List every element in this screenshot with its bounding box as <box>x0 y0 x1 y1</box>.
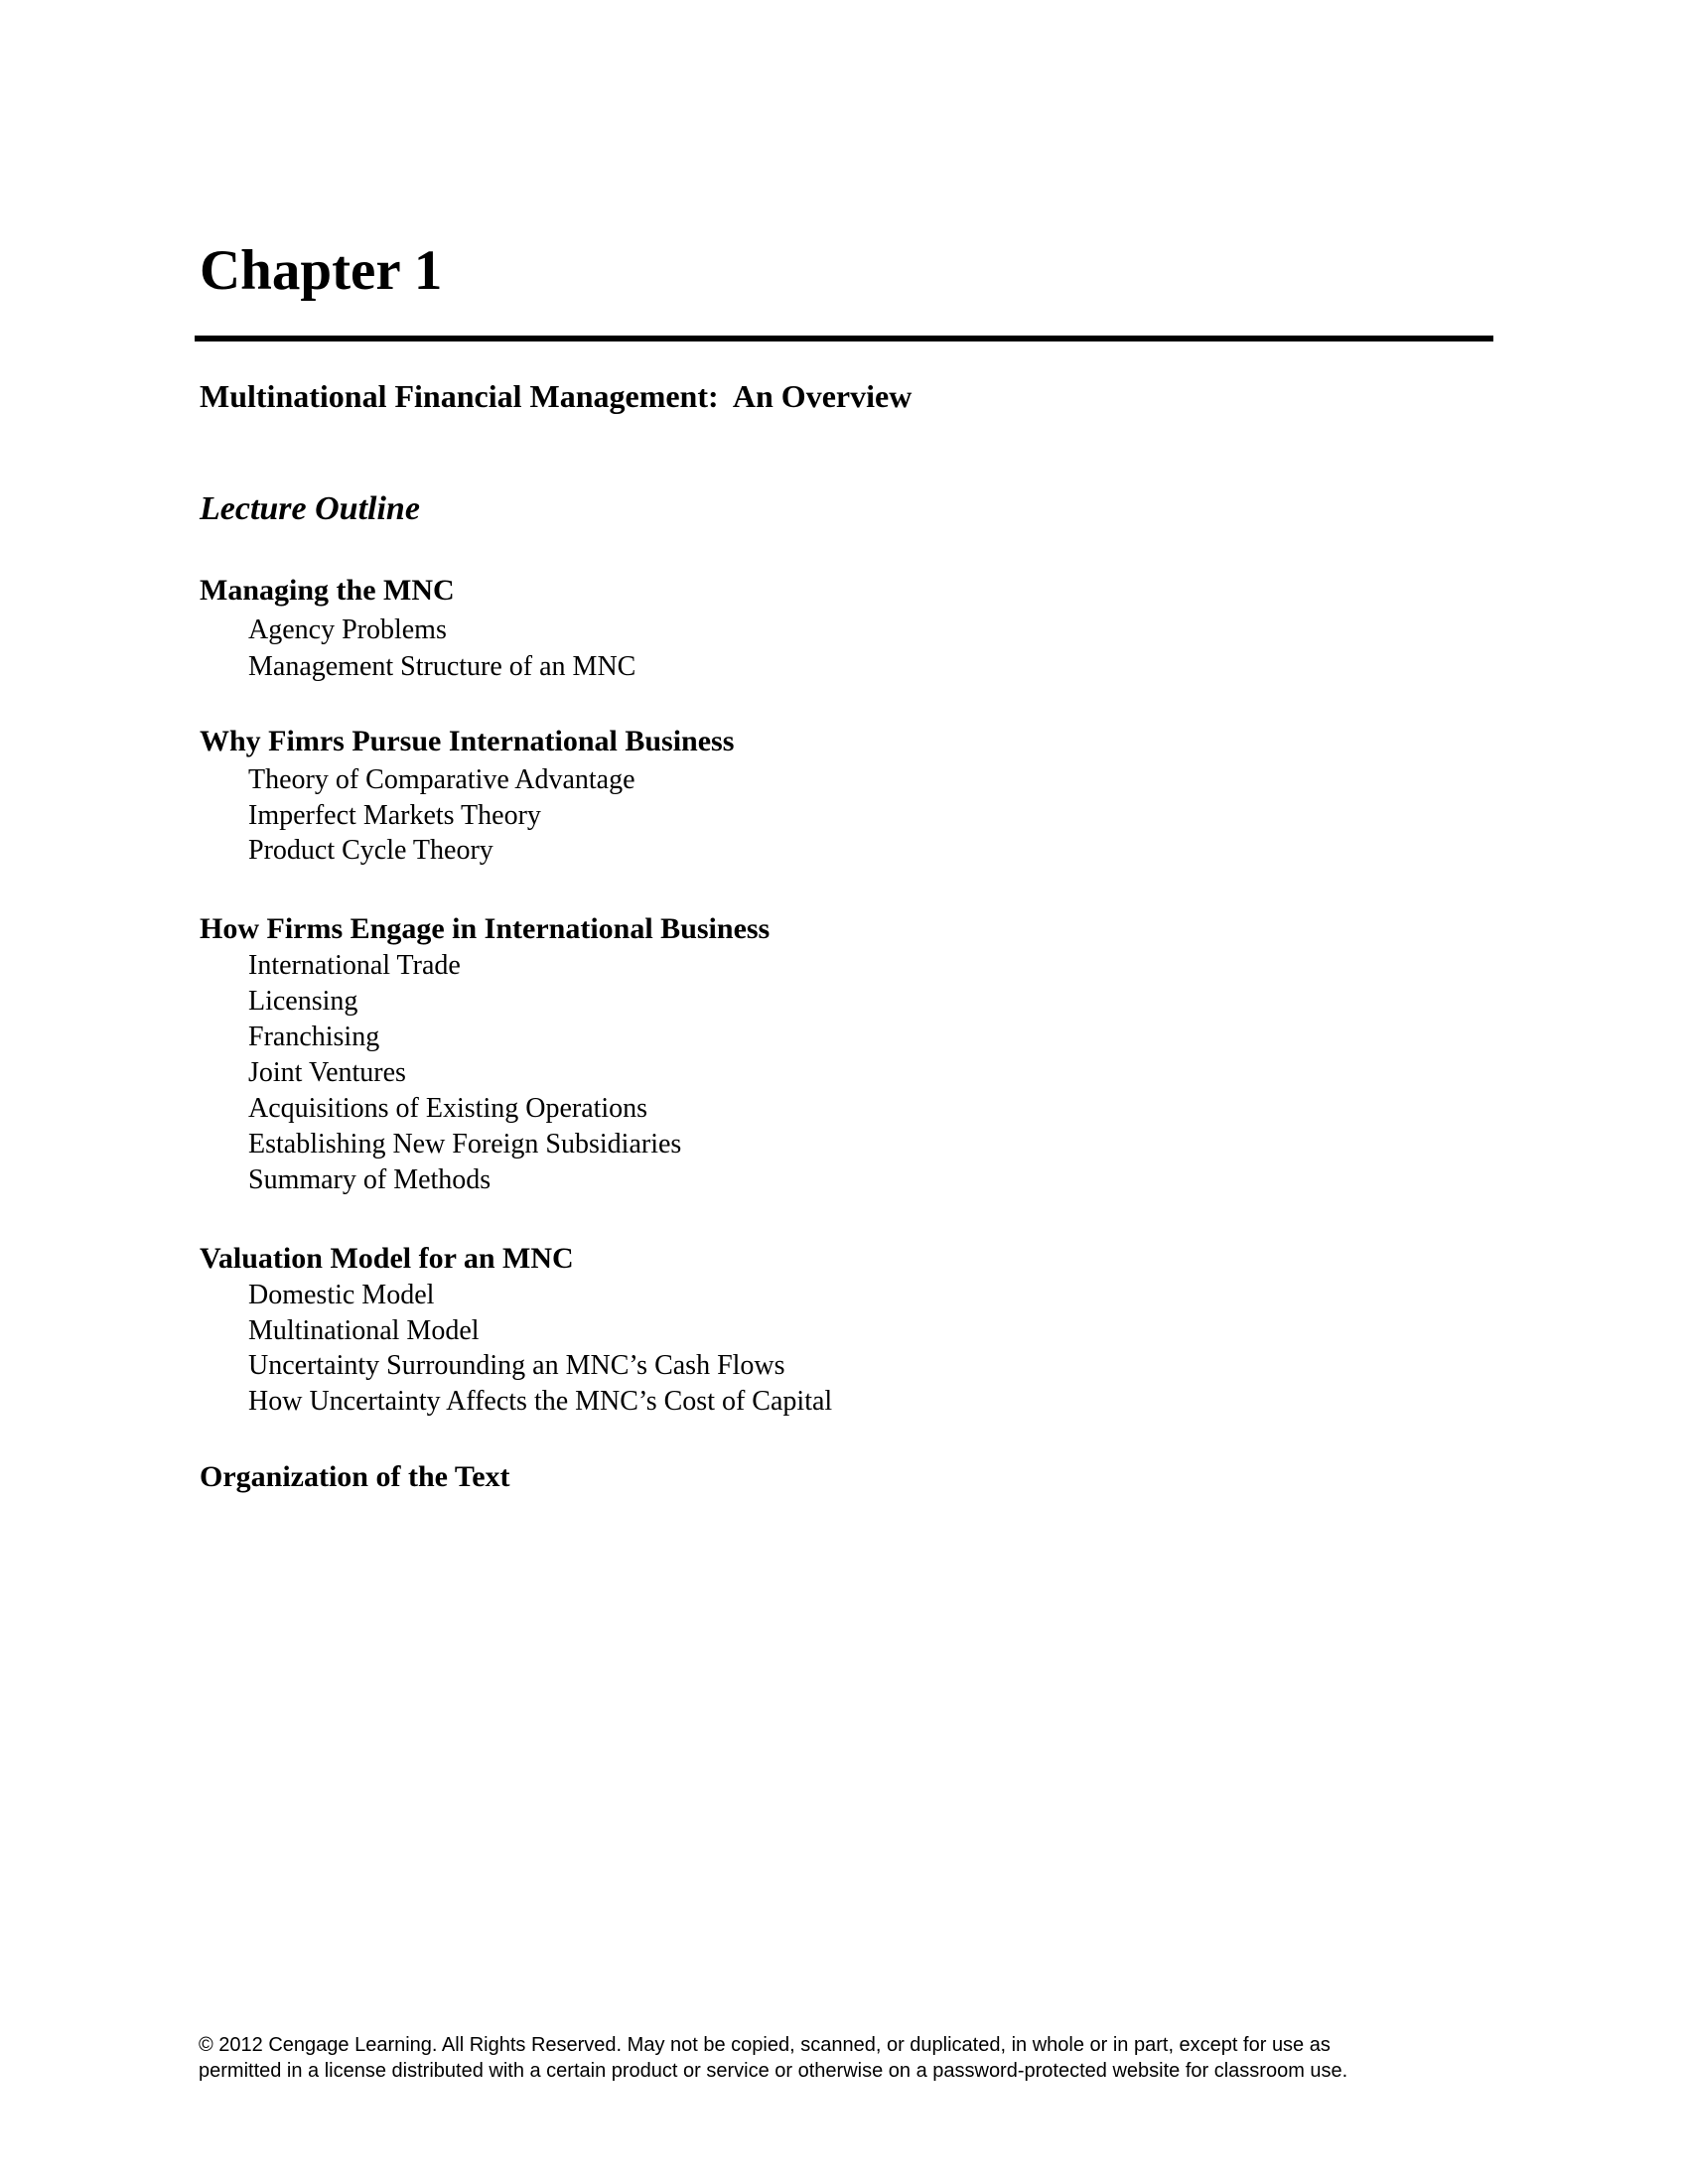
outline-item: Licensing <box>248 986 358 1017</box>
outline-item: Domestic Model <box>248 1280 435 1310</box>
outline-item: Uncertainty Surrounding an MNC’s Cash Flows <box>248 1350 785 1381</box>
outline-item: Theory of Comparative Advantage <box>248 764 635 795</box>
section-heading-how-firms-engage: How Firms Engage in International Business <box>200 912 771 945</box>
chapter-subtitle: Multinational Financial Management: An Overview <box>200 378 913 414</box>
outline-item: Establishing New Foreign Subsidiaries <box>248 1129 682 1160</box>
outline-item: Joint Ventures <box>248 1057 406 1088</box>
section-heading-why-firms-pursue: Why Fimrs Pursue International Business <box>200 725 735 757</box>
section-heading-valuation-model: Valuation Model for an MNC <box>200 1242 574 1275</box>
lecture-outline-title: Lecture Outline <box>200 490 420 527</box>
section-heading-managing-the-mnc: Managing the MNC <box>200 574 455 607</box>
copyright-footer-line-1: © 2012 Cengage Learning. All Rights Reserved. May not be copied, scanned, or duplicated, in whole or in part, except for use as <box>199 2034 1331 2056</box>
outline-item: Franchising <box>248 1022 380 1052</box>
outline-item: Management Structure of an MNC <box>248 651 636 682</box>
outline-item: Acquisitions of Existing Operations <box>248 1093 648 1124</box>
outline-item: How Uncertainty Affects the MNC’s Cost of Capital <box>248 1386 833 1417</box>
chapter-title: Chapter 1 <box>200 239 443 302</box>
outline-item: Summary of Methods <box>248 1164 492 1195</box>
outline-item: Imperfect Markets Theory <box>248 800 541 831</box>
outline-item: International Trade <box>248 950 461 981</box>
outline-item: Agency Problems <box>248 614 447 645</box>
outline-item: Product Cycle Theory <box>248 835 493 866</box>
outline-item: Multinational Model <box>248 1315 480 1346</box>
section-heading-organization-of-text: Organization of the Text <box>200 1460 510 1493</box>
copyright-footer-line-2: permitted in a license distributed with a certain product or service or otherwise on a password-protected website for classroom use. <box>199 2060 1348 2082</box>
chapter-rule-divider <box>195 336 1493 341</box>
